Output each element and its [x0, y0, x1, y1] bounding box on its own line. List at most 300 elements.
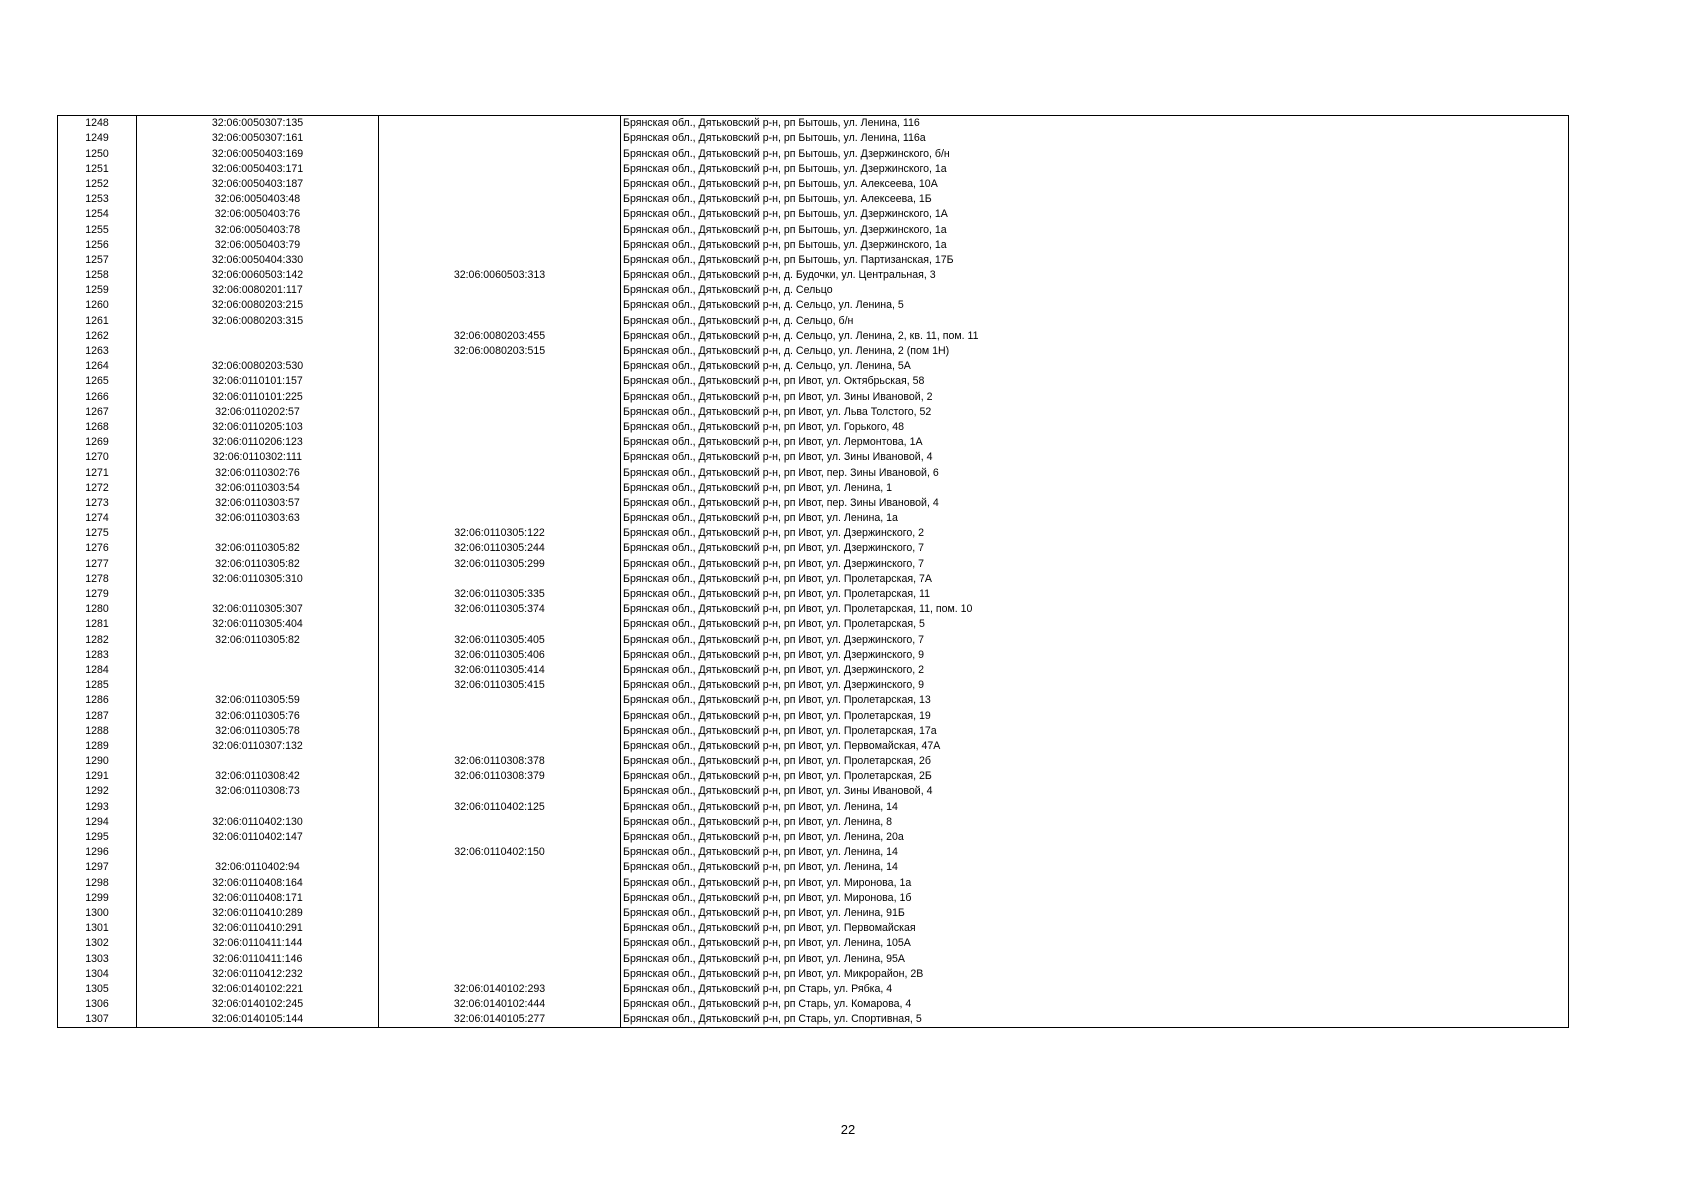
- cadastral-number-cell: 32:06:0050403:76: [137, 207, 379, 222]
- address-cell: Брянская обл., Дятьковский р-н, рп Ивот, ул. Первомайская: [621, 921, 1569, 936]
- related-cadastral-number-cell: [379, 131, 621, 146]
- cadastral-number-cell: 32:06:0050403:78: [137, 222, 379, 237]
- table-row: [58, 435, 1569, 450]
- cadastral-number-cell: 32:06:0110410:291: [137, 921, 379, 936]
- table-row: [58, 936, 1569, 951]
- related-cadastral-number-cell: [379, 708, 621, 723]
- table-row: [58, 526, 1569, 541]
- cadastral-number-cell: 32:06:0060503:142: [137, 268, 379, 283]
- related-cadastral-number-cell: [379, 313, 621, 328]
- address-cell: Брянская обл., Дятьковский р-н, рп Старь, ул. Спортивная, 5: [621, 1012, 1569, 1028]
- cadastral-number-cell: 32:06:0110410:289: [137, 906, 379, 921]
- related-cadastral-number-cell: [379, 192, 621, 207]
- row-number-cell: 1261: [58, 313, 137, 328]
- row-number-cell: 1269: [58, 435, 137, 450]
- table-row: [58, 481, 1569, 496]
- cadastral-number-cell: [137, 845, 379, 860]
- related-cadastral-number-cell: [379, 860, 621, 875]
- related-cadastral-number-cell: [379, 951, 621, 966]
- row-number-cell: 1302: [58, 936, 137, 951]
- table-row: [58, 1012, 1569, 1028]
- cadastral-number-cell: [137, 344, 379, 359]
- cadastral-number-cell: 32:06:0110202:57: [137, 405, 379, 420]
- related-cadastral-number-cell: [379, 481, 621, 496]
- address-cell: Брянская обл., Дятьковский р-н, рп Ивот, ул. Ленина, 14: [621, 845, 1569, 860]
- address-cell: Брянская обл., Дятьковский р-н, рп Ивот, ул. Дзержинского, 2: [621, 663, 1569, 678]
- address-cell: Брянская обл., Дятьковский р-н, рп Ивот, ул. Миронова, 1а: [621, 875, 1569, 890]
- address-cell: Брянская обл., Дятьковский р-н, рп Ивот, ул. Ленина, 1: [621, 481, 1569, 496]
- row-number-cell: 1305: [58, 982, 137, 997]
- related-cadastral-number-cell: [379, 967, 621, 982]
- row-number-cell: 1287: [58, 708, 137, 723]
- table-row: [58, 283, 1569, 298]
- table-row: [58, 982, 1569, 997]
- cadastral-number-cell: [137, 329, 379, 344]
- related-cadastral-number-cell: 32:06:0140102:293: [379, 982, 621, 997]
- related-cadastral-number-cell: 32:06:0110402:125: [379, 799, 621, 814]
- table-row: [58, 754, 1569, 769]
- row-number-cell: 1295: [58, 830, 137, 845]
- row-number-cell: 1283: [58, 648, 137, 663]
- address-cell: Брянская обл., Дятьковский р-н, рп Бытошь, ул. Алексеева, 1Б: [621, 192, 1569, 207]
- table-row: [58, 238, 1569, 253]
- address-cell: Брянская обл., Дятьковский р-н, рп Ивот, пер. Зины Ивановой, 4: [621, 496, 1569, 511]
- address-cell: Брянская обл., Дятьковский р-н, рп Бытошь, ул. Дзержинского, б/н: [621, 146, 1569, 161]
- table-row: [58, 572, 1569, 587]
- row-number-cell: 1274: [58, 511, 137, 526]
- cadastral-number-cell: 32:06:0110412:232: [137, 967, 379, 982]
- cadastral-number-cell: 32:06:0110408:171: [137, 891, 379, 906]
- related-cadastral-number-cell: [379, 405, 621, 420]
- row-number-cell: 1249: [58, 131, 137, 146]
- table-row: [58, 450, 1569, 465]
- row-number-cell: 1288: [58, 724, 137, 739]
- related-cadastral-number-cell: 32:06:0110305:335: [379, 587, 621, 602]
- cadastral-number-cell: [137, 663, 379, 678]
- cadastral-number-cell: 32:06:0110305:78: [137, 724, 379, 739]
- cadastral-number-cell: 32:06:0110206:123: [137, 435, 379, 450]
- cadastral-number-cell: 32:06:0050403:171: [137, 162, 379, 177]
- table-row: [58, 906, 1569, 921]
- table-row: [58, 313, 1569, 328]
- cadastral-number-cell: 32:06:0050307:161: [137, 131, 379, 146]
- related-cadastral-number-cell: [379, 253, 621, 268]
- address-cell: Брянская обл., Дятьковский р-н, д. Сельцо, ул. Ленина, 2 (пом 1Н): [621, 344, 1569, 359]
- cadastral-number-cell: 32:06:0110205:103: [137, 420, 379, 435]
- property-table-body: [58, 116, 1569, 1028]
- cadastral-number-cell: 32:06:0110101:225: [137, 389, 379, 404]
- related-cadastral-number-cell: [379, 298, 621, 313]
- cadastral-number-cell: 32:06:0110305:82: [137, 556, 379, 571]
- cadastral-number-cell: 32:06:0110305:82: [137, 632, 379, 647]
- related-cadastral-number-cell: 32:06:0110305:299: [379, 556, 621, 571]
- cadastral-number-cell: 32:06:0110402:94: [137, 860, 379, 875]
- row-number-cell: 1280: [58, 602, 137, 617]
- row-number-cell: 1273: [58, 496, 137, 511]
- table-row: [58, 420, 1569, 435]
- related-cadastral-number-cell: 32:06:0140105:277: [379, 1012, 621, 1028]
- row-number-cell: 1279: [58, 587, 137, 602]
- row-number-cell: 1278: [58, 572, 137, 587]
- address-cell: Брянская обл., Дятьковский р-н, рп Ивот, ул. Пролетарская, 7А: [621, 572, 1569, 587]
- table-row: [58, 891, 1569, 906]
- row-number-cell: 1293: [58, 799, 137, 814]
- address-cell: Брянская обл., Дятьковский р-н, рп Ивот, ул. Ленина, 91Б: [621, 906, 1569, 921]
- cadastral-number-cell: 32:06:0140102:245: [137, 997, 379, 1012]
- cadastral-number-cell: 32:06:0080203:215: [137, 298, 379, 313]
- address-cell: Брянская обл., Дятьковский р-н, рп Ивот, ул. Горького, 48: [621, 420, 1569, 435]
- cadastral-number-cell: 32:06:0140102:221: [137, 982, 379, 997]
- table-row: [58, 222, 1569, 237]
- address-cell: Брянская обл., Дятьковский р-н, рп Ивот, ул. Дзержинского, 7: [621, 556, 1569, 571]
- table-row: [58, 860, 1569, 875]
- address-cell: Брянская обл., Дятьковский р-н, рп Ивот, ул. Пролетарская, 2б: [621, 754, 1569, 769]
- address-cell: Брянская обл., Дятьковский р-н, рп Бытошь, ул. Ленина, 116а: [621, 131, 1569, 146]
- cadastral-number-cell: 32:06:0110302:111: [137, 450, 379, 465]
- related-cadastral-number-cell: [379, 724, 621, 739]
- related-cadastral-number-cell: [379, 906, 621, 921]
- cadastral-number-cell: 32:06:0110101:157: [137, 374, 379, 389]
- row-number-cell: 1271: [58, 465, 137, 480]
- related-cadastral-number-cell: [379, 389, 621, 404]
- related-cadastral-number-cell: [379, 435, 621, 450]
- related-cadastral-number-cell: 32:06:0140102:444: [379, 997, 621, 1012]
- related-cadastral-number-cell: [379, 207, 621, 222]
- row-number-cell: 1306: [58, 997, 137, 1012]
- address-cell: Брянская обл., Дятьковский р-н, рп Ивот, ул. Льва Толстого, 52: [621, 405, 1569, 420]
- table-row: [58, 845, 1569, 860]
- related-cadastral-number-cell: [379, 784, 621, 799]
- address-cell: Брянская обл., Дятьковский р-н, рп Ивот, пер. Зины Ивановой, 6: [621, 465, 1569, 480]
- table-row: [58, 359, 1569, 374]
- related-cadastral-number-cell: [379, 875, 621, 890]
- table-row: [58, 405, 1569, 420]
- row-number-cell: 1253: [58, 192, 137, 207]
- row-number-cell: 1299: [58, 891, 137, 906]
- table-row: [58, 587, 1569, 602]
- related-cadastral-number-cell: [379, 815, 621, 830]
- row-number-cell: 1267: [58, 405, 137, 420]
- address-cell: Брянская обл., Дятьковский р-н, д. Сельцо, ул. Ленина, 5А: [621, 359, 1569, 374]
- row-number-cell: 1263: [58, 344, 137, 359]
- cadastral-number-cell: 32:06:0110303:54: [137, 481, 379, 496]
- related-cadastral-number-cell: 32:06:0080203:455: [379, 329, 621, 344]
- related-cadastral-number-cell: 32:06:0110308:378: [379, 754, 621, 769]
- cadastral-number-cell: 32:06:0110411:144: [137, 936, 379, 951]
- cadastral-number-cell: 32:06:0050403:169: [137, 146, 379, 161]
- table-row: [58, 465, 1569, 480]
- cadastral-number-cell: [137, 587, 379, 602]
- address-cell: Брянская обл., Дятьковский р-н, рп Ивот, ул. Ленина, 20а: [621, 830, 1569, 845]
- table-row: [58, 617, 1569, 632]
- related-cadastral-number-cell: 32:06:0110305:122: [379, 526, 621, 541]
- address-cell: Брянская обл., Дятьковский р-н, рп Ивот, ул. Микрорайон, 2В: [621, 967, 1569, 982]
- cadastral-number-cell: 32:06:0110402:147: [137, 830, 379, 845]
- address-cell: Брянская обл., Дятьковский р-н, д. Сельцо, ул. Ленина, 5: [621, 298, 1569, 313]
- row-number-cell: 1248: [58, 116, 137, 132]
- row-number-cell: 1300: [58, 906, 137, 921]
- table-row: [58, 875, 1569, 890]
- row-number-cell: 1260: [58, 298, 137, 313]
- address-cell: Брянская обл., Дятьковский р-н, рп Старь, ул. Рябка, 4: [621, 982, 1569, 997]
- table-row: [58, 951, 1569, 966]
- row-number-cell: 1270: [58, 450, 137, 465]
- related-cadastral-number-cell: 32:06:0110308:379: [379, 769, 621, 784]
- related-cadastral-number-cell: [379, 359, 621, 374]
- row-number-cell: 1275: [58, 526, 137, 541]
- address-cell: Брянская обл., Дятьковский р-н, рп Ивот, ул. Ленина, 1а: [621, 511, 1569, 526]
- address-cell: Брянская обл., Дятьковский р-н, рп Бытошь, ул. Дзержинского, 1а: [621, 222, 1569, 237]
- cadastral-number-cell: 32:06:0110305:76: [137, 708, 379, 723]
- related-cadastral-number-cell: [379, 465, 621, 480]
- address-cell: Брянская обл., Дятьковский р-н, рп Ивот, ул. Зины Ивановой, 4: [621, 784, 1569, 799]
- table-row: [58, 344, 1569, 359]
- related-cadastral-number-cell: [379, 450, 621, 465]
- address-cell: Брянская обл., Дятьковский р-н, д. Сельцо, б/н: [621, 313, 1569, 328]
- cadastral-number-cell: 32:06:0050307:135: [137, 116, 379, 132]
- row-number-cell: 1282: [58, 632, 137, 647]
- related-cadastral-number-cell: [379, 374, 621, 389]
- address-cell: Брянская обл., Дятьковский р-н, рп Бытошь, ул. Дзержинского, 1А: [621, 207, 1569, 222]
- address-cell: Брянская обл., Дятьковский р-н, рп Ивот, ул. Зины Ивановой, 4: [621, 450, 1569, 465]
- row-number-cell: 1259: [58, 283, 137, 298]
- related-cadastral-number-cell: 32:06:0110402:150: [379, 845, 621, 860]
- row-number-cell: 1252: [58, 177, 137, 192]
- cadastral-number-cell: 32:06:0050403:79: [137, 238, 379, 253]
- row-number-cell: 1277: [58, 556, 137, 571]
- related-cadastral-number-cell: [379, 283, 621, 298]
- table-row: [58, 253, 1569, 268]
- cadastral-number-cell: 32:06:0050404:330: [137, 253, 379, 268]
- cadastral-number-cell: 32:06:0110402:130: [137, 815, 379, 830]
- row-number-cell: 1297: [58, 860, 137, 875]
- row-number-cell: 1292: [58, 784, 137, 799]
- row-number-cell: 1258: [58, 268, 137, 283]
- related-cadastral-number-cell: [379, 936, 621, 951]
- table-row: [58, 162, 1569, 177]
- table-row: [58, 374, 1569, 389]
- address-cell: Брянская обл., Дятьковский р-н, рп Ивот, ул. Пролетарская, 5: [621, 617, 1569, 632]
- table-row: [58, 207, 1569, 222]
- table-row: [58, 678, 1569, 693]
- address-cell: Брянская обл., Дятьковский р-н, рп Старь, ул. Комарова, 4: [621, 997, 1569, 1012]
- cadastral-number-cell: 32:06:0140105:144: [137, 1012, 379, 1028]
- address-cell: Брянская обл., Дятьковский р-н, рп Ивот, ул. Пролетарская, 2Б: [621, 769, 1569, 784]
- table-row: [58, 830, 1569, 845]
- row-number-cell: 1289: [58, 739, 137, 754]
- table-row: [58, 799, 1569, 814]
- table-row: [58, 329, 1569, 344]
- table-row: [58, 815, 1569, 830]
- cadastral-number-cell: 32:06:0110305:310: [137, 572, 379, 587]
- cadastral-number-cell: 32:06:0110305:82: [137, 541, 379, 556]
- table-row: [58, 724, 1569, 739]
- cadastral-number-cell: 32:06:0080201:117: [137, 283, 379, 298]
- row-number-cell: 1307: [58, 1012, 137, 1028]
- table-row: [58, 602, 1569, 617]
- table-row: [58, 769, 1569, 784]
- row-number-cell: 1257: [58, 253, 137, 268]
- table-row: [58, 511, 1569, 526]
- row-number-cell: 1304: [58, 967, 137, 982]
- table-row: [58, 708, 1569, 723]
- table-row: [58, 921, 1569, 936]
- cadastral-number-cell: [137, 648, 379, 663]
- related-cadastral-number-cell: [379, 891, 621, 906]
- address-cell: Брянская обл., Дятьковский р-н, рп Бытошь, ул. Партизанская, 17Б: [621, 253, 1569, 268]
- address-cell: Брянская обл., Дятьковский р-н, д. Сельцо: [621, 283, 1569, 298]
- table-row: [58, 997, 1569, 1012]
- row-number-cell: 1265: [58, 374, 137, 389]
- row-number-cell: 1276: [58, 541, 137, 556]
- related-cadastral-number-cell: 32:06:0110305:244: [379, 541, 621, 556]
- row-number-cell: 1301: [58, 921, 137, 936]
- cadastral-number-cell: 32:06:0110308:42: [137, 769, 379, 784]
- address-cell: Брянская обл., Дятьковский р-н, рп Бытошь, ул. Дзержинского, 1а: [621, 162, 1569, 177]
- related-cadastral-number-cell: [379, 572, 621, 587]
- address-cell: Брянская обл., Дятьковский р-н, д. Сельцо, ул. Ленина, 2, кв. 11, пом. 11: [621, 329, 1569, 344]
- address-cell: Брянская обл., Дятьковский р-н, рп Ивот, ул. Ленина, 105А: [621, 936, 1569, 951]
- cadastral-number-cell: 32:06:0110305:404: [137, 617, 379, 632]
- row-number-cell: 1303: [58, 951, 137, 966]
- related-cadastral-number-cell: 32:06:0110305:405: [379, 632, 621, 647]
- table-row: [58, 556, 1569, 571]
- row-number-cell: 1285: [58, 678, 137, 693]
- row-number-cell: 1290: [58, 754, 137, 769]
- address-cell: Брянская обл., Дятьковский р-н, рп Ивот, ул. Миронова, 1б: [621, 891, 1569, 906]
- table-row: [58, 268, 1569, 283]
- related-cadastral-number-cell: [379, 830, 621, 845]
- cadastral-number-cell: [137, 799, 379, 814]
- table-row: [58, 693, 1569, 708]
- related-cadastral-number-cell: 32:06:0110305:374: [379, 602, 621, 617]
- address-cell: Брянская обл., Дятьковский р-н, рп Ивот, ул. Первомайская, 47А: [621, 739, 1569, 754]
- table-row: [58, 648, 1569, 663]
- row-number-cell: 1294: [58, 815, 137, 830]
- cadastral-number-cell: 32:06:0110303:63: [137, 511, 379, 526]
- related-cadastral-number-cell: [379, 238, 621, 253]
- related-cadastral-number-cell: [379, 693, 621, 708]
- table-row: [58, 739, 1569, 754]
- cadastral-number-cell: 32:06:0110302:76: [137, 465, 379, 480]
- address-cell: Брянская обл., Дятьковский р-н, рп Ивот, ул. Лермонтова, 1А: [621, 435, 1569, 450]
- row-number-cell: 1264: [58, 359, 137, 374]
- related-cadastral-number-cell: [379, 116, 621, 132]
- address-cell: Брянская обл., Дятьковский р-н, рп Ивот, ул. Ленина, 14: [621, 860, 1569, 875]
- cadastral-number-cell: 32:06:0110303:57: [137, 496, 379, 511]
- related-cadastral-number-cell: [379, 420, 621, 435]
- row-number-cell: 1298: [58, 875, 137, 890]
- table-row: [58, 131, 1569, 146]
- row-number-cell: 1250: [58, 146, 137, 161]
- address-cell: Брянская обл., Дятьковский р-н, рп Ивот, ул. Дзержинского, 7: [621, 541, 1569, 556]
- cadastral-number-cell: [137, 678, 379, 693]
- cadastral-number-cell: 32:06:0110307:132: [137, 739, 379, 754]
- row-number-cell: 1281: [58, 617, 137, 632]
- cadastral-number-cell: 32:06:0110305:59: [137, 693, 379, 708]
- row-number-cell: 1268: [58, 420, 137, 435]
- related-cadastral-number-cell: 32:06:0110305:414: [379, 663, 621, 678]
- address-cell: Брянская обл., Дятьковский р-н, рп Бытошь, ул. Дзержинского, 1а: [621, 238, 1569, 253]
- address-cell: Брянская обл., Дятьковский р-н, рп Ивот, ул. Пролетарская, 11, пом. 10: [621, 602, 1569, 617]
- table-row: [58, 496, 1569, 511]
- cadastral-number-cell: [137, 754, 379, 769]
- cadastral-number-cell: [137, 526, 379, 541]
- address-cell: Брянская обл., Дятьковский р-н, рп Ивот, ул. Пролетарская, 19: [621, 708, 1569, 723]
- address-cell: Брянская обл., Дятьковский р-н, рп Ивот, ул. Дзержинского, 7: [621, 632, 1569, 647]
- cadastral-number-cell: 32:06:0080203:530: [137, 359, 379, 374]
- address-cell: Брянская обл., Дятьковский р-н, рп Ивот, ул. Зины Ивановой, 2: [621, 389, 1569, 404]
- row-number-cell: 1262: [58, 329, 137, 344]
- table-row: [58, 541, 1569, 556]
- table-row: [58, 177, 1569, 192]
- table-row: [58, 632, 1569, 647]
- property-table: [57, 115, 1569, 1028]
- address-cell: Брянская обл., Дятьковский р-н, рп Ивот, ул. Пролетарская, 13: [621, 693, 1569, 708]
- address-cell: Брянская обл., Дятьковский р-н, рп Ивот, ул. Ленина, 95А: [621, 951, 1569, 966]
- address-cell: Брянская обл., Дятьковский р-н, рп Бытошь, ул. Алексеева, 10А: [621, 177, 1569, 192]
- row-number-cell: 1284: [58, 663, 137, 678]
- table-row: [58, 146, 1569, 161]
- related-cadastral-number-cell: 32:06:0110305:406: [379, 648, 621, 663]
- row-number-cell: 1254: [58, 207, 137, 222]
- address-cell: Брянская обл., Дятьковский р-н, рп Ивот, ул. Дзержинского, 9: [621, 648, 1569, 663]
- address-cell: Брянская обл., Дятьковский р-н, рп Ивот, ул. Октябрьская, 58: [621, 374, 1569, 389]
- cadastral-number-cell: 32:06:0110408:164: [137, 875, 379, 890]
- related-cadastral-number-cell: 32:06:0060503:313: [379, 268, 621, 283]
- related-cadastral-number-cell: [379, 921, 621, 936]
- row-number-cell: 1272: [58, 481, 137, 496]
- address-cell: Брянская обл., Дятьковский р-н, рп Ивот, ул. Ленина, 8: [621, 815, 1569, 830]
- page-number: 22: [840, 1122, 856, 1137]
- table-row: [58, 967, 1569, 982]
- related-cadastral-number-cell: [379, 222, 621, 237]
- related-cadastral-number-cell: [379, 177, 621, 192]
- cadastral-number-cell: 32:06:0050403:187: [137, 177, 379, 192]
- related-cadastral-number-cell: [379, 162, 621, 177]
- related-cadastral-number-cell: 32:06:0080203:515: [379, 344, 621, 359]
- row-number-cell: 1255: [58, 222, 137, 237]
- related-cadastral-number-cell: [379, 511, 621, 526]
- row-number-cell: 1291: [58, 769, 137, 784]
- table-row: [58, 298, 1569, 313]
- row-number-cell: 1251: [58, 162, 137, 177]
- related-cadastral-number-cell: [379, 617, 621, 632]
- related-cadastral-number-cell: [379, 146, 621, 161]
- row-number-cell: 1256: [58, 238, 137, 253]
- cadastral-number-cell: 32:06:0110411:146: [137, 951, 379, 966]
- table-row: [58, 389, 1569, 404]
- cadastral-number-cell: 32:06:0050403:48: [137, 192, 379, 207]
- address-cell: Брянская обл., Дятьковский р-н, рп Ивот, ул. Ленина, 14: [621, 799, 1569, 814]
- address-cell: Брянская обл., Дятьковский р-н, рп Ивот, ул. Дзержинского, 2: [621, 526, 1569, 541]
- address-cell: Брянская обл., Дятьковский р-н, рп Бытошь, ул. Ленина, 116: [621, 116, 1569, 132]
- related-cadastral-number-cell: [379, 496, 621, 511]
- related-cadastral-number-cell: 32:06:0110305:415: [379, 678, 621, 693]
- related-cadastral-number-cell: [379, 739, 621, 754]
- cadastral-number-cell: 32:06:0110305:307: [137, 602, 379, 617]
- address-cell: Брянская обл., Дятьковский р-н, д. Будочки, ул. Центральная, 3: [621, 268, 1569, 283]
- address-cell: Брянская обл., Дятьковский р-н, рп Ивот, ул. Пролетарская, 17а: [621, 724, 1569, 739]
- row-number-cell: 1286: [58, 693, 137, 708]
- table-row: [58, 192, 1569, 207]
- table-row: [58, 784, 1569, 799]
- table-row: [58, 663, 1569, 678]
- cadastral-number-cell: 32:06:0080203:315: [137, 313, 379, 328]
- table-row: [58, 116, 1569, 132]
- cadastral-number-cell: 32:06:0110308:73: [137, 784, 379, 799]
- row-number-cell: 1266: [58, 389, 137, 404]
